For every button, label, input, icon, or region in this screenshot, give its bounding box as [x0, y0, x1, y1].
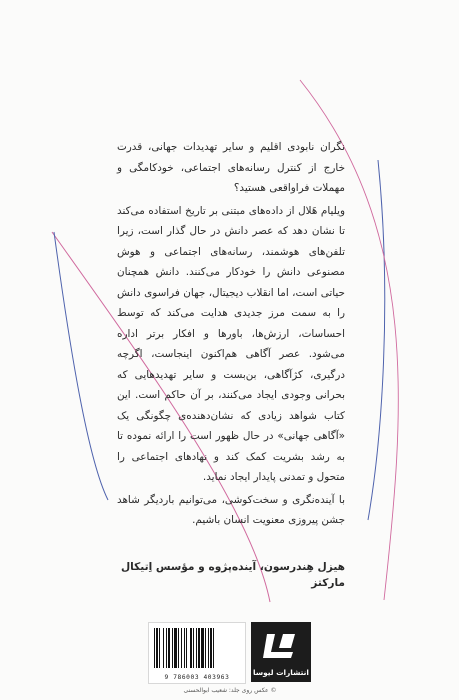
barcode-bar — [166, 628, 167, 668]
blurb-text — [117, 137, 345, 531]
barcode-bar — [181, 628, 182, 668]
barcode-bar — [196, 628, 197, 668]
barcode-bar — [205, 628, 206, 668]
barcode-bar — [186, 628, 187, 668]
isbn-barcode — [148, 622, 246, 684]
publisher-mark-icon — [261, 630, 301, 662]
barcode-bar — [201, 628, 204, 668]
barcode-bar — [193, 628, 194, 668]
blurb-paragraph-3: با آینده‌نگری و سخت‌کوشی، می‌توانیم باردیگر شاهد جشن پیروزی معنویت انسان باشیم. — [117, 493, 345, 526]
barcode-number: 9 786003 403963 — [164, 674, 230, 681]
barcode-bar — [208, 628, 209, 668]
barcode-bar — [172, 628, 173, 668]
blue-curve-right — [368, 160, 385, 520]
barcode-bar — [174, 628, 177, 668]
blurb-paragraph-1: نگران نابودی اقلیم و سایر تهدیدات جهانی، قدرت خارج از کنترل رسانه‌های اجتماعی، خودکامگی و مهملات فراواقعی هستید؟ — [117, 141, 345, 194]
barcode-bar — [178, 628, 179, 668]
barcode-bars — [154, 628, 238, 668]
barcode-bar — [163, 628, 164, 668]
barcode-bar — [198, 628, 200, 668]
barcode-bar — [213, 628, 214, 668]
barcode-bar — [154, 628, 155, 668]
photo-credit: © عکس روی جلد: شعیب ابوالحسنی — [183, 687, 277, 694]
barcode-bar — [210, 628, 212, 668]
publisher-name: انتشارات لیوسا — [253, 668, 309, 677]
barcode-bar — [190, 628, 192, 668]
publisher-logo — [251, 622, 311, 682]
barcode-bar — [168, 628, 170, 668]
endorsement-attribution: هیزل هِندرسون، آینده‌پژوه و مؤسس اِتیکال مارکتز — [120, 561, 345, 589]
blurb-paragraph-2: ویلیام هَلال از داده‌های مبتنی بر تاریخ استفاده می‌کند تا نشان دهد که عصر دانش در حال گذار است، زیرا تلفن‌های هوشمند، رسانه‌های اجتماعی و هوش مصنوعی دانش را خودکار می‌کنند. دانش همچنان حیاتی است، اما انقلاب دیجیتال، جهان فراسوی دانش را به سمت مرز جدیدی هدایت می‌کند که توسط احساسات، ارزش‌ها، باورها و افکار برتر اداره می‌شود. عصر آگاهی هم‌اکنون اینجاست، اگرچه درگیری، کژآگاهی، بن‌بست و سایر تهدیدهایی که بحرانی وجودی ایجاد می‌کنند، بر آن حاکم است. این کتاب شواهد زیادی که نشان‌دهنده‌ی چگونگی یک «آگاهی جهانی» در حال ظهور است را ارائه نموده تا به رشد بشریت کمک کند و نهادهای اجتماعی را متحول و تمدنی پایدار ایجاد نماید. — [117, 204, 345, 483]
barcode-bar — [184, 628, 185, 668]
barcode-bar — [159, 628, 160, 668]
barcode-bar — [156, 628, 158, 668]
